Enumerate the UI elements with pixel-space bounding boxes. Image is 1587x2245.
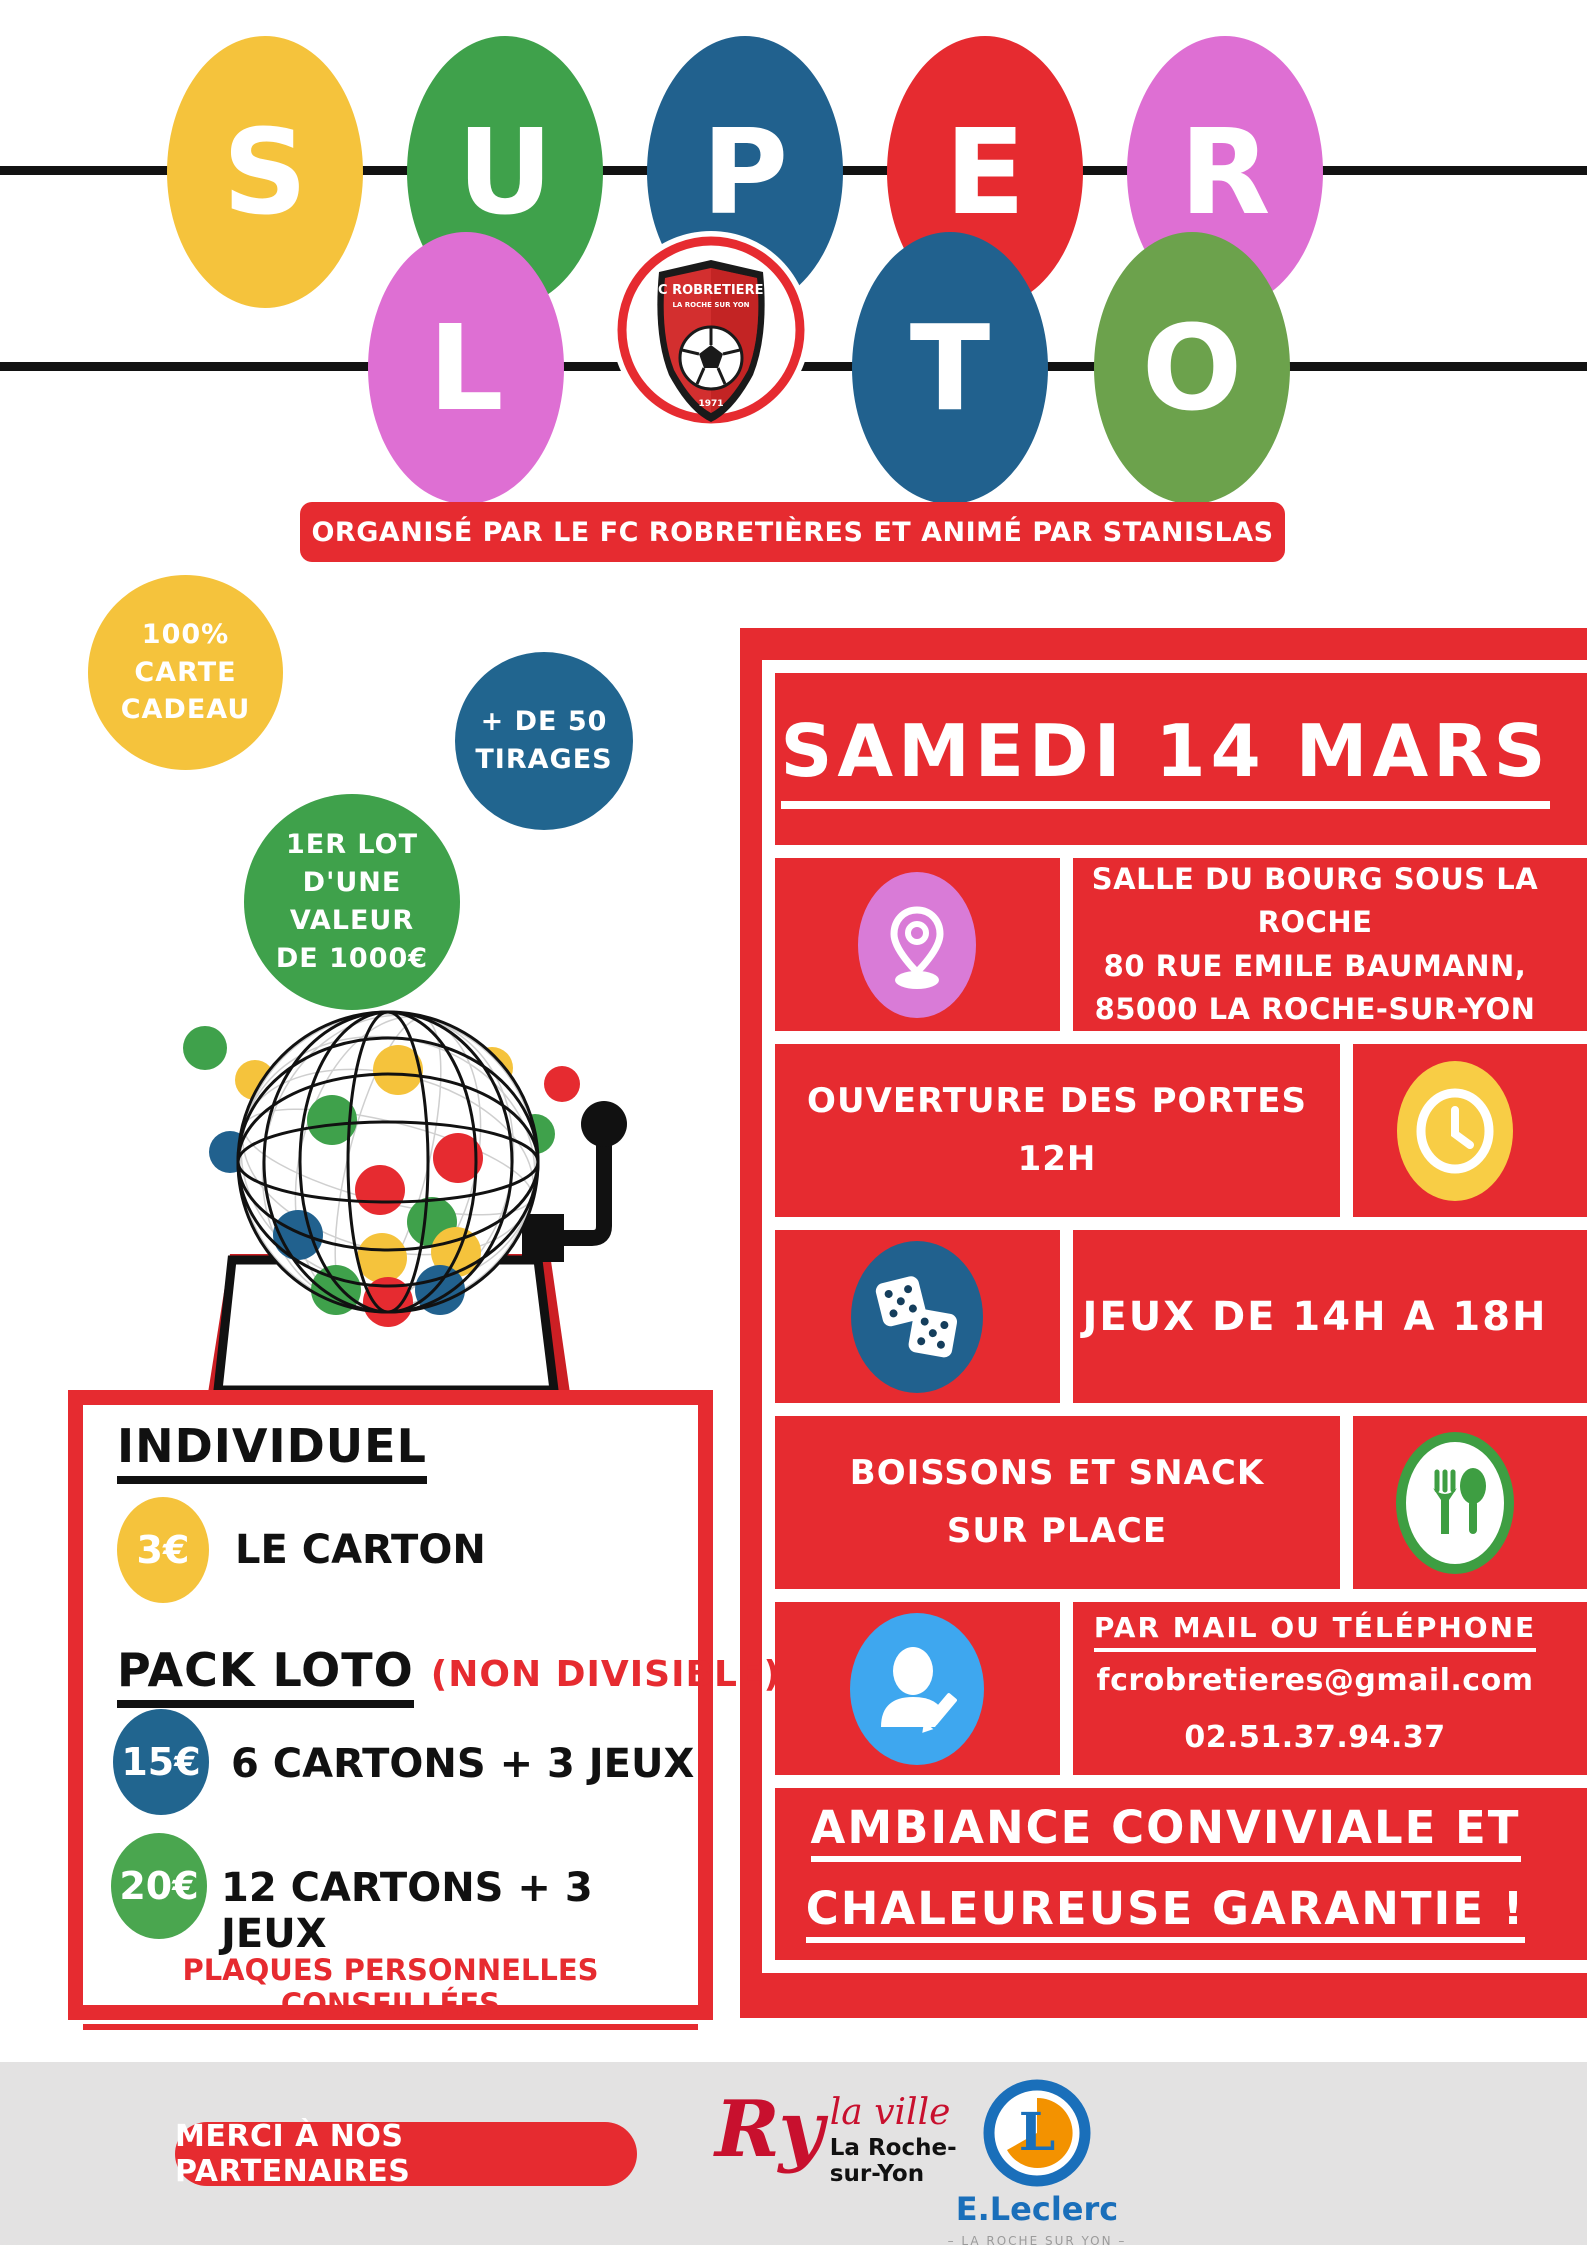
leclerc-name: E.Leclerc	[955, 2190, 1119, 2228]
loto-machine-illustration	[140, 1000, 640, 1399]
pack-title: PACK LOTO (NON DIVISIBLE)	[117, 1643, 781, 1708]
letter-p: P	[701, 103, 789, 241]
svg-text:FC ROBRETIERES: FC ROBRETIERES	[649, 283, 773, 298]
super-letter-bubble	[167, 36, 363, 308]
doors-text-cell: OUVERTURE DES PORTES 12H	[807, 1080, 1307, 1179]
plaques-note: PLAQUES PERSONNELLES CONSEILLÉES	[83, 1953, 698, 2030]
games-text-cell: JEUX DE 14H A 18H	[1082, 1293, 1548, 1340]
loto-machine-icon	[140, 1000, 640, 1395]
organiser-banner	[300, 502, 1285, 562]
event-panel	[740, 628, 1587, 2018]
fc-robretieres-logo	[611, 230, 811, 430]
dice-icon	[851, 1241, 983, 1393]
letter-t: T	[909, 299, 991, 437]
contact-person-icon	[850, 1613, 984, 1765]
letter-l: L	[428, 299, 504, 437]
doors-icon-cell	[1353, 1044, 1557, 1217]
price-20-badge: 20€	[111, 1833, 207, 1939]
contact-email: fcrobretieres@gmail.com	[1096, 1663, 1534, 1698]
location-icon-cell	[774, 858, 1060, 1031]
cell-divider	[1340, 1416, 1353, 1589]
price-3-label: LE CARTON	[235, 1527, 486, 1573]
pack-note: (NON DIVISIBLE)	[430, 1654, 781, 1695]
panel-frame-bottom	[762, 1960, 1587, 1973]
letter-e: E	[944, 103, 1026, 241]
badge-tirages: + DE 50 TIRAGES	[455, 652, 633, 830]
event-date: SAMEDI 14 MARS	[781, 709, 1551, 809]
leclerc-logo	[947, 2078, 1127, 2245]
cell-divider	[1060, 1602, 1073, 1775]
club-year: 1971	[698, 399, 724, 409]
city-logo-monogram: Ry	[715, 2084, 824, 2175]
panel-line	[762, 845, 1587, 858]
partners-badge: MERCI À NOS PARTENAIRES	[175, 2122, 637, 2186]
cell-divider	[1060, 1230, 1073, 1403]
price-15-badge: 15€	[113, 1709, 209, 1815]
contact-text-cell	[1073, 1602, 1557, 1775]
games-icon-cell	[774, 1230, 1060, 1403]
leclerc-letter: L	[1018, 2102, 1056, 2163]
price-20-label: 12 CARTONS + 3 JEUX	[221, 1865, 593, 1957]
panel-line	[762, 660, 1587, 673]
letter-r: R	[1179, 103, 1271, 241]
panel-line	[762, 1031, 1587, 1044]
food-icon-cell	[1353, 1416, 1557, 1589]
leclerc-subtitle: – LA ROCHE SUR YON –	[947, 2234, 1127, 2245]
panel-line	[762, 1775, 1587, 1788]
panel-line	[762, 1403, 1587, 1416]
ambiance-row: AMBIANCE CONVIVIALE ET CHALEUREUSE GARANTIE !	[774, 1788, 1557, 1960]
letter-u: U	[457, 103, 553, 241]
event-date-row	[774, 673, 1557, 845]
cell-divider	[1340, 1044, 1353, 1217]
leclerc-icon	[982, 2078, 1092, 2188]
letter-s: S	[222, 103, 308, 241]
location-pin-icon	[858, 872, 976, 1018]
cell-divider	[1060, 858, 1073, 1031]
city-logo-script: la ville	[829, 2095, 951, 2133]
pricing-box	[68, 1390, 781, 2021]
letter-o: O	[1141, 299, 1243, 437]
loto-letter-bubble	[1094, 232, 1290, 504]
individual-title: INDIVIDUEL	[117, 1419, 427, 1484]
location-text-cell: SALLE DU BOURG SOUS LA ROCHE 80 RUE EMILE BAUMANN, 85000 LA ROCHE-SUR-YON	[1091, 861, 1539, 1026]
price-15-label: 6 CARTONS + 3 JEUX	[231, 1741, 695, 1787]
badge-premier-lot: 1ER LOT D'UNE VALEUR DE 1000€	[244, 794, 460, 1010]
panel-line	[762, 1589, 1587, 1602]
svg-text:LA ROCHE SUR YON: LA ROCHE SUR YON	[672, 301, 750, 309]
price-3-badge: 3€	[117, 1497, 209, 1603]
city-logo-name: La Roche-sur-Yon	[829, 2135, 957, 2187]
clock-icon	[1397, 1061, 1513, 1201]
organiser-banner-text: ORGANISÉ PAR LE FC ROBRETIÈRES ET ANIMÉ PAR STANISLAS	[311, 516, 1274, 548]
contact-title: PAR MAIL OU TÉLÉPHONE	[1094, 1611, 1536, 1652]
panel-line	[762, 1217, 1587, 1230]
loto-letter-bubble	[368, 232, 564, 504]
contact-icon-cell	[774, 1602, 1060, 1775]
cutlery-icon	[1396, 1432, 1514, 1574]
contact-phone: 02.51.37.94.37	[1184, 1720, 1446, 1755]
club-crest-icon	[611, 230, 811, 430]
badge-carte-cadeau: 100% CARTE CADEAU	[88, 575, 283, 770]
food-text-cell: BOISSONS ET SNACK SUR PLACE	[849, 1452, 1265, 1551]
loto-letter-bubble	[852, 232, 1048, 504]
city-logo	[715, 2084, 975, 2187]
